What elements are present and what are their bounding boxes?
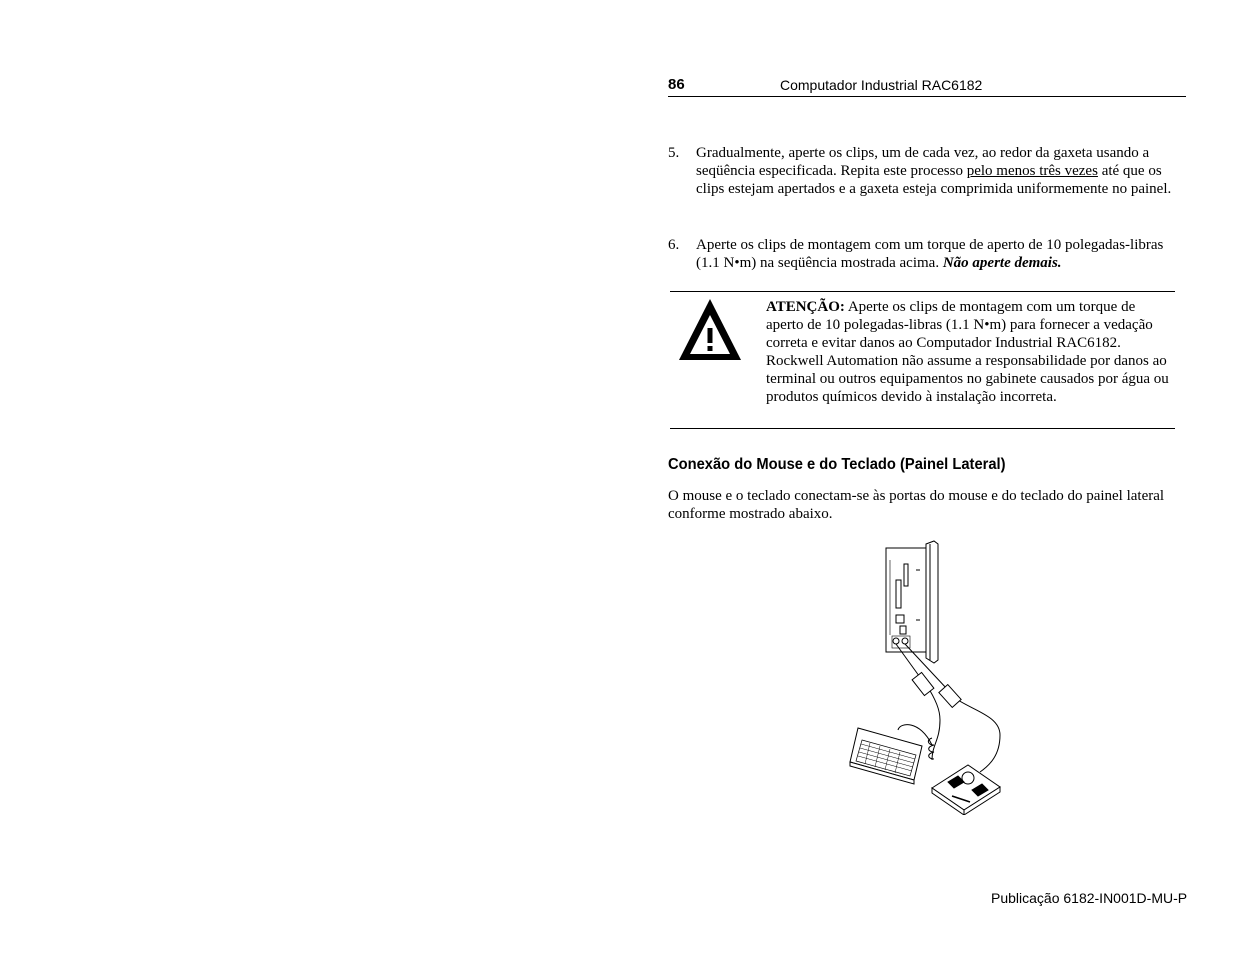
attention-box — [670, 291, 1175, 429]
section-title: Conexão do Mouse e do Teclado (Painel Lateral) — [668, 456, 1006, 473]
step-number: 5. — [668, 145, 680, 161]
publication-footer: Publicação 6182-IN001D-MU-P — [991, 890, 1188, 906]
step-text-part: até que os clips estejam apertados e a gaxeta esteja comprimida uniformemente no painel. — [696, 163, 1172, 197]
section-paragraph: O mouse e o teclado conectam-se às portas do mouse e do teclado do painel lateral conforme mostrado abaixo. — [668, 488, 1165, 522]
page-number: 86 — [668, 76, 685, 93]
page-header — [668, 76, 1186, 97]
header-title: Computador Industrial RAC6182 — [780, 77, 983, 93]
step-number: 6. — [668, 237, 680, 253]
step-emphasis: Não aperte demais. — [942, 255, 1062, 271]
step-text-part: Aperte os clips de montagem com um torque de aperto de 10 polegadas-libras (1.1 N•m) na seqüência mostrada acima. — [696, 237, 1164, 271]
step-text — [696, 236, 1188, 272]
step-5 — [668, 144, 1188, 218]
step-text-part: Gradualmente, aperte os clips, um de cada vez, ao redor da gaxeta usando a seqüência especificada. Repita este processo — [696, 145, 1150, 179]
trackball-drawing — [932, 765, 1000, 815]
keyboard-drawing — [850, 728, 922, 784]
attention-text — [766, 298, 1171, 406]
step-text — [696, 144, 1188, 198]
attention-label: ATENÇÃO: — [766, 299, 845, 315]
attention-body: Aperte os clips de montagem com um torque de aperto de 10 polegadas-libras (1.1 N•m) para fornecer a vedação correta e evitar danos ao Computador Industrial RAC6182. Rockwell Automation não assume a responsabilidade por danos ao terminal ou outros equipamentos no gabinete causados por água ou produtos químicos devido à instalação incorreta. — [766, 299, 1169, 405]
step-6 — [668, 236, 1188, 274]
warning-triangle-icon — [678, 297, 742, 361]
mouse-keyboard-connection-illustration — [840, 540, 1020, 815]
step-underlined-text: pelo menos três vezes — [966, 163, 1098, 179]
computer-side-panel-drawing — [886, 541, 938, 663]
